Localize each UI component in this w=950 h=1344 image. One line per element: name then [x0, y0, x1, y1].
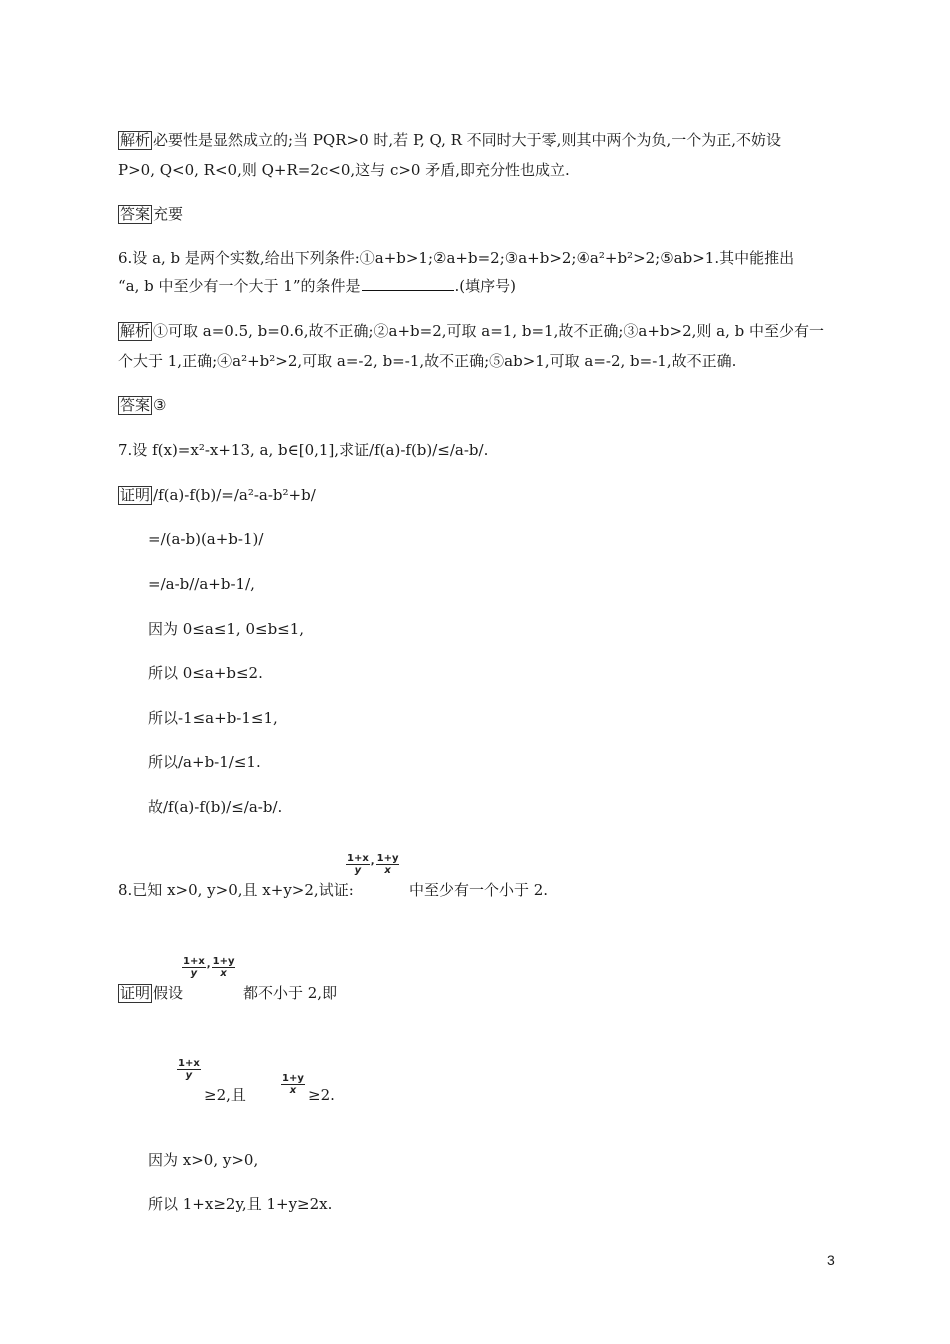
- q8-proof-assume: 假设: [153, 984, 184, 1002]
- q7-proof-step: 所以/a+b-1/≤1.: [148, 753, 261, 771]
- q6-analysis-text-1: ①可取 a=0.5, b=0.6,故不正确;②a+b=2,可取 a=1, b=1,故不正确;③a+b>2,则 a, b 中至少有一: [153, 322, 825, 340]
- fraction: 1+y x: [282, 1073, 304, 1096]
- fraction: 1+x y: [183, 956, 205, 979]
- q8-so: 所以 1+x≥2y,且 1+y≥2x.: [148, 1195, 333, 1213]
- q7-proof-step: 故/f(a)-f(b)/≤/a-b/.: [148, 798, 283, 816]
- analysis-tag: 解析: [120, 322, 151, 340]
- q7-proof-step: 因为 0≤a≤1, 0≤b≤1,: [148, 620, 305, 638]
- q5-answer: 充要: [153, 205, 184, 223]
- q8-proof-assume-after: 都不小于 2,即: [243, 984, 338, 1002]
- answer-blank: [362, 276, 454, 291]
- q6-statement-after-blank: .(填序号): [454, 277, 516, 295]
- q6-statement-before-blank: “a, b 中至少有一个大于 1”的条件是: [118, 277, 361, 295]
- q6-answer: ③: [153, 396, 167, 414]
- answer-tag: 答案: [120, 396, 151, 414]
- q7-statement: 7.设 f(x)=x²-x+13, a, b∈[0,1],求证/f(a)-f(b)/≤/a-b/.: [118, 441, 489, 459]
- q6-answer-line: [118, 395, 166, 415]
- fraction: 1+y x: [376, 853, 399, 876]
- fraction-pair: 1+x y , 1+y x: [183, 956, 235, 979]
- proof-tag: 证明: [120, 486, 151, 504]
- analysis-tag: 解析: [120, 131, 151, 149]
- q7-proof-step: =/a-b//a+b-1/,: [148, 575, 255, 593]
- q7-proof-step: /f(a)-f(b)/=/a²-a-b²+b/: [153, 486, 316, 504]
- answer-tag: 答案: [120, 205, 151, 223]
- q8-proof-line: [118, 983, 183, 1003]
- q8-geq-first: ≥2,且: [204, 1086, 246, 1104]
- q7-proof-line: [118, 485, 316, 505]
- q7-proof-step: =/(a-b)(a+b-1)/: [148, 530, 264, 548]
- q8-statement-after: 中至少有一个小于 2.: [409, 881, 549, 899]
- q7-proof-step: 所以-1≤a+b-1≤1,: [148, 709, 278, 727]
- q5-analysis-line: [118, 130, 781, 150]
- q5-answer-line: [118, 204, 183, 224]
- fraction: 1+y x: [212, 956, 235, 979]
- q6-analysis-line: [118, 321, 824, 341]
- fraction: 1+x y: [347, 853, 369, 876]
- fraction-pair: 1+x y , 1+y x: [347, 853, 399, 876]
- q6-statement-2: [118, 276, 516, 296]
- q5-analysis-text-1: 必要性是显然成立的;当 PQR>0 时,若 P, Q, R 不同时大于零,则其中两个为负,一个为正,不妨设: [153, 131, 781, 149]
- q8-statement-before: 8.已知 x>0, y>0,且 x+y>2,试证:: [118, 881, 354, 899]
- page-number: 3: [827, 1252, 835, 1268]
- q6-analysis-text-2: 个大于 1,正确;④a²+b²>2,可取 a=-2, b=-1,故不正确;⑤ab>1,可取 a=-2, b=-1,故不正确.: [118, 352, 737, 370]
- fraction: 1+x y: [178, 1058, 200, 1081]
- q6-statement-1: 6.设 a, b 是两个实数,给出下列条件:①a+b>1;②a+b=2;③a+b>2;④a²+b²>2;⑤ab>1.其中能推出: [118, 249, 795, 267]
- q5-analysis-text-2: P>0, Q<0, R<0,则 Q+R=2c<0,这与 c>0 矛盾,即充分性也成立.: [118, 161, 570, 179]
- q8-geq-second: ≥2.: [308, 1086, 335, 1104]
- proof-tag: 证明: [120, 984, 151, 1002]
- q7-proof-step: 所以 0≤a+b≤2.: [148, 664, 263, 682]
- q8-because: 因为 x>0, y>0,: [148, 1151, 259, 1169]
